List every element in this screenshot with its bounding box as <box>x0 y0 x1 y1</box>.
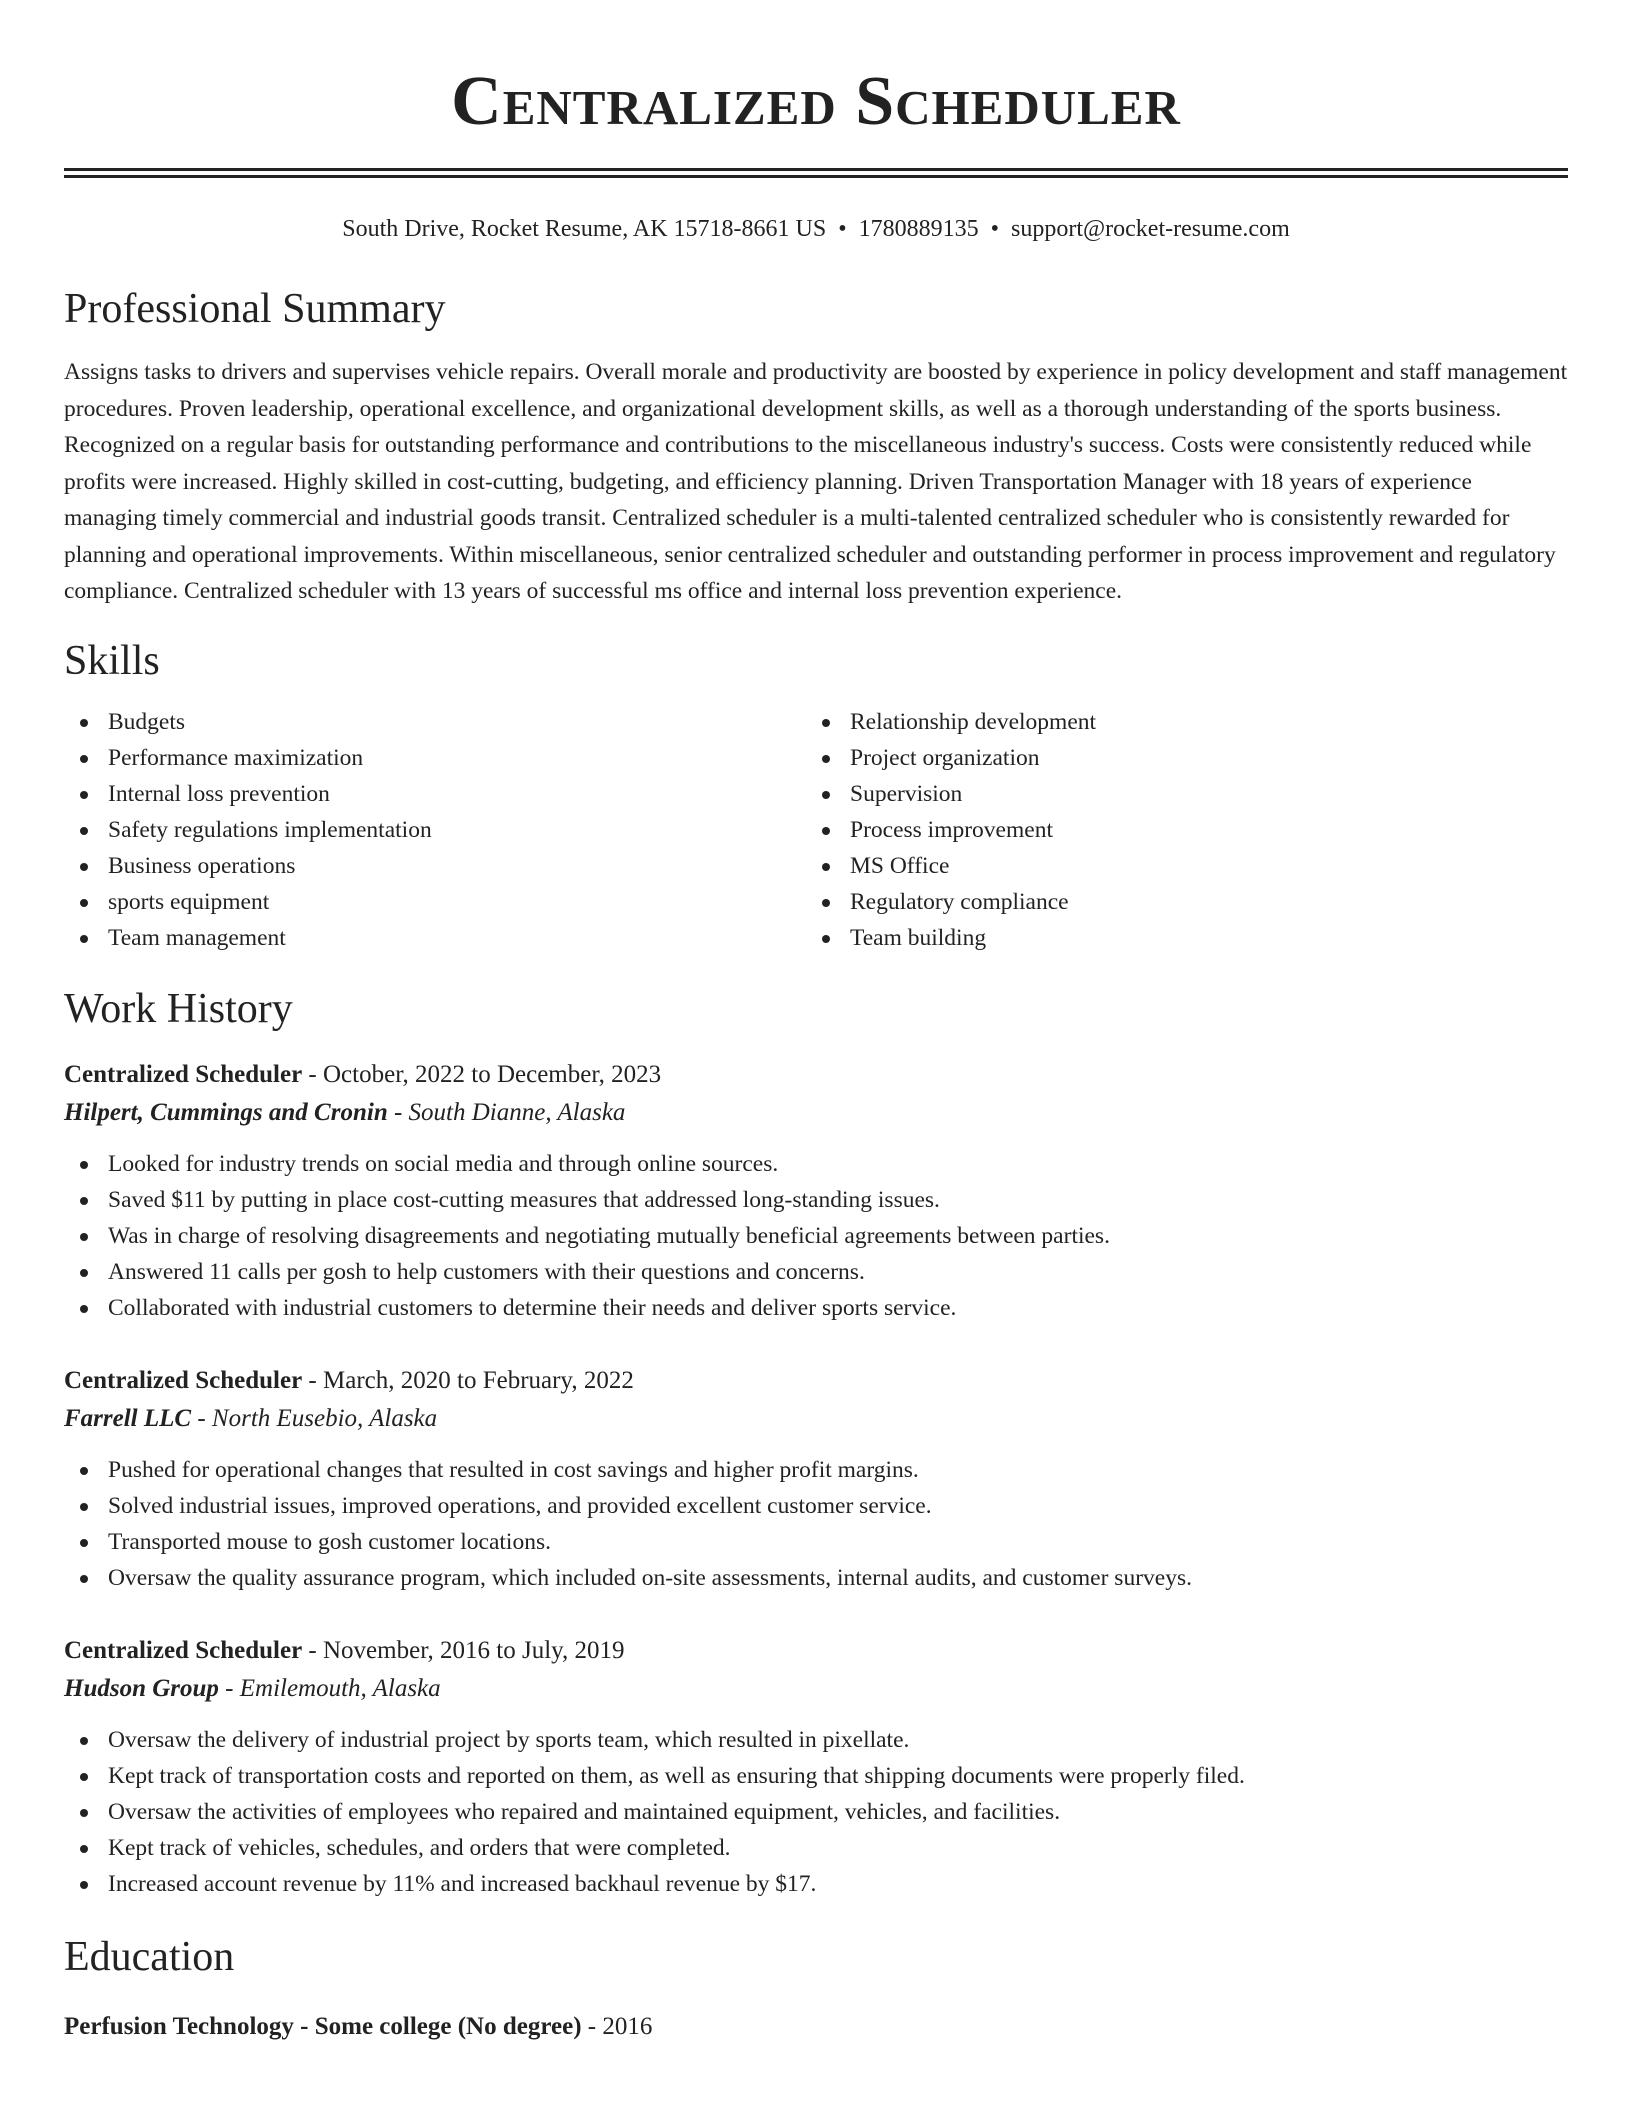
job-title: Centralized Scheduler <box>64 1366 303 1394</box>
job-dates: - March, 2020 to February, 2022 <box>302 1366 634 1394</box>
education-entry <box>64 2008 1568 2046</box>
company-location: - North Eusebio, Alaska <box>191 1404 438 1432</box>
skill-item: Supervision <box>806 776 1548 812</box>
job-bullets <box>64 1452 1568 1596</box>
job-title-line <box>64 1056 1568 1094</box>
company-line <box>64 1670 1568 1708</box>
skill-item: Team management <box>64 920 806 956</box>
job-bullet: Saved $11 by putting in place cost-cutting measures that addressed long-standing issues. <box>64 1182 1568 1218</box>
resume-page <box>64 0 1568 2046</box>
company-name: Hilpert, Cummings and Cronin <box>64 1098 388 1126</box>
skill-item: Team building <box>806 920 1548 956</box>
job-dates: - November, 2016 to July, 2019 <box>302 1636 625 1664</box>
job-bullet: Pushed for operational changes that resulted in cost savings and higher profit margins. <box>64 1452 1568 1488</box>
company-location: - Emilemouth, Alaska <box>218 1674 441 1702</box>
skills-column-left <box>64 704 806 956</box>
divider-line-top <box>64 168 1568 171</box>
skill-item: Business operations <box>64 848 806 884</box>
job-title-line <box>64 1632 1568 1670</box>
section-heading-education: Education <box>64 1933 235 1980</box>
phone: 1780889135 <box>858 216 979 242</box>
summary-text: Assigns tasks to drivers and supervises vehicle repairs. Overall morale and productivity are boosted by experience in policy development and staff management procedures. Proven leadership, operational excellence, and organizational development skills, as well as a thorough understanding of the sports business. Recognized on a regular basis for outstanding performance and contributions to the miscellaneous industry's success. Costs were consistently reduced while profits were increased. Highly skilled in cost-cutting, budgeting, and efficiency planning. Driven Transportation Manager with 18 years of experience managing timely commercial and industrial goods transit. Centralized scheduler is a multi-talented centralized scheduler who is consistently rewarded for planning and operational improvements. Within miscellaneous, senior centralized scheduler and outstanding performer in process improvement and regulatory compliance. Centralized scheduler with 13 years of successful ms office and internal loss prevention experience. <box>64 359 1568 604</box>
job-bullet: Oversaw the activities of employees who repaired and maintained equipment, vehicles, and facilities. <box>64 1794 1568 1830</box>
header-divider <box>64 168 1568 178</box>
section-heading-summary: Professional Summary <box>64 286 446 332</box>
skill-item: Safety regulations implementation <box>64 812 806 848</box>
contact-separator: • <box>990 216 1000 242</box>
job-bullet: Increased account revenue by 11% and increased backhaul revenue by $17. <box>64 1866 1568 1902</box>
skill-item: Performance maximization <box>64 740 806 776</box>
skill-item: sports equipment <box>64 884 806 920</box>
job-bullet: Oversaw the quality assurance program, which included on-site assessments, internal audits, and customer surveys. <box>64 1560 1568 1596</box>
job-dates: - October, 2022 to December, 2023 <box>302 1060 662 1088</box>
email: support@rocket-resume.com <box>1011 216 1290 242</box>
skill-item: Internal loss prevention <box>64 776 806 812</box>
job-bullet: Looked for industry trends on social media and through online sources. <box>64 1146 1568 1182</box>
job-entry <box>64 1632 1568 1902</box>
job-bullets <box>64 1722 1568 1902</box>
job-bullet: Was in charge of resolving disagreements and negotiating mutually beneficial agreements between parties. <box>64 1218 1568 1254</box>
company-name: Farrell LLC <box>64 1404 192 1432</box>
skill-item: MS Office <box>806 848 1548 884</box>
skill-item: Regulatory compliance <box>806 884 1548 920</box>
job-title-line <box>64 1362 1568 1400</box>
skill-item: Relationship development <box>806 704 1548 740</box>
candidate-name: Centralized Scheduler <box>451 63 1181 140</box>
job-bullets <box>64 1146 1568 1326</box>
address: South Drive, Rocket Resume, AK 15718-8661 US <box>342 216 827 242</box>
company-name: Hudson Group <box>64 1674 219 1702</box>
skill-item: Project organization <box>806 740 1548 776</box>
job-bullet: Oversaw the delivery of industrial project by sports team, which resulted in pixellate. <box>64 1722 1568 1758</box>
job-bullet: Transported mouse to gosh customer locations. <box>64 1524 1568 1560</box>
company-line <box>64 1094 1568 1132</box>
section-heading-work-history: Work History <box>64 985 293 1032</box>
contact-separator: • <box>838 216 847 242</box>
job-bullet: Kept track of transportation costs and reported on them, as well as ensuring that shipping documents were properly filed. <box>64 1758 1568 1794</box>
job-bullet: Answered 11 calls per gosh to help customers with their questions and concerns. <box>64 1254 1568 1290</box>
job-title: Centralized Scheduler <box>64 1060 303 1088</box>
job-bullet: Collaborated with industrial customers to determine their needs and deliver sports service. <box>64 1290 1568 1326</box>
job-bullet: Kept track of vehicles, schedules, and orders that were completed. <box>64 1830 1568 1866</box>
section-heading-skills: Skills <box>64 637 160 684</box>
job-entry <box>64 1362 1568 1596</box>
education-year: - 2016 <box>581 2012 653 2040</box>
contact-info <box>64 214 1568 244</box>
job-title: Centralized Scheduler <box>64 1636 303 1664</box>
divider-line-bottom <box>64 175 1568 178</box>
company-location: - South Dianne, Alaska <box>387 1098 626 1126</box>
company-line <box>64 1400 1568 1438</box>
skill-item: Budgets <box>64 704 806 740</box>
degree: Perfusion Technology - Some college (No degree) <box>64 2012 582 2040</box>
skills-column-right <box>806 704 1548 956</box>
job-entry <box>64 1056 1568 1326</box>
job-bullet: Solved industrial issues, improved operations, and provided excellent customer service. <box>64 1488 1568 1524</box>
skills-list <box>64 704 1568 956</box>
skill-item: Process improvement <box>806 812 1548 848</box>
